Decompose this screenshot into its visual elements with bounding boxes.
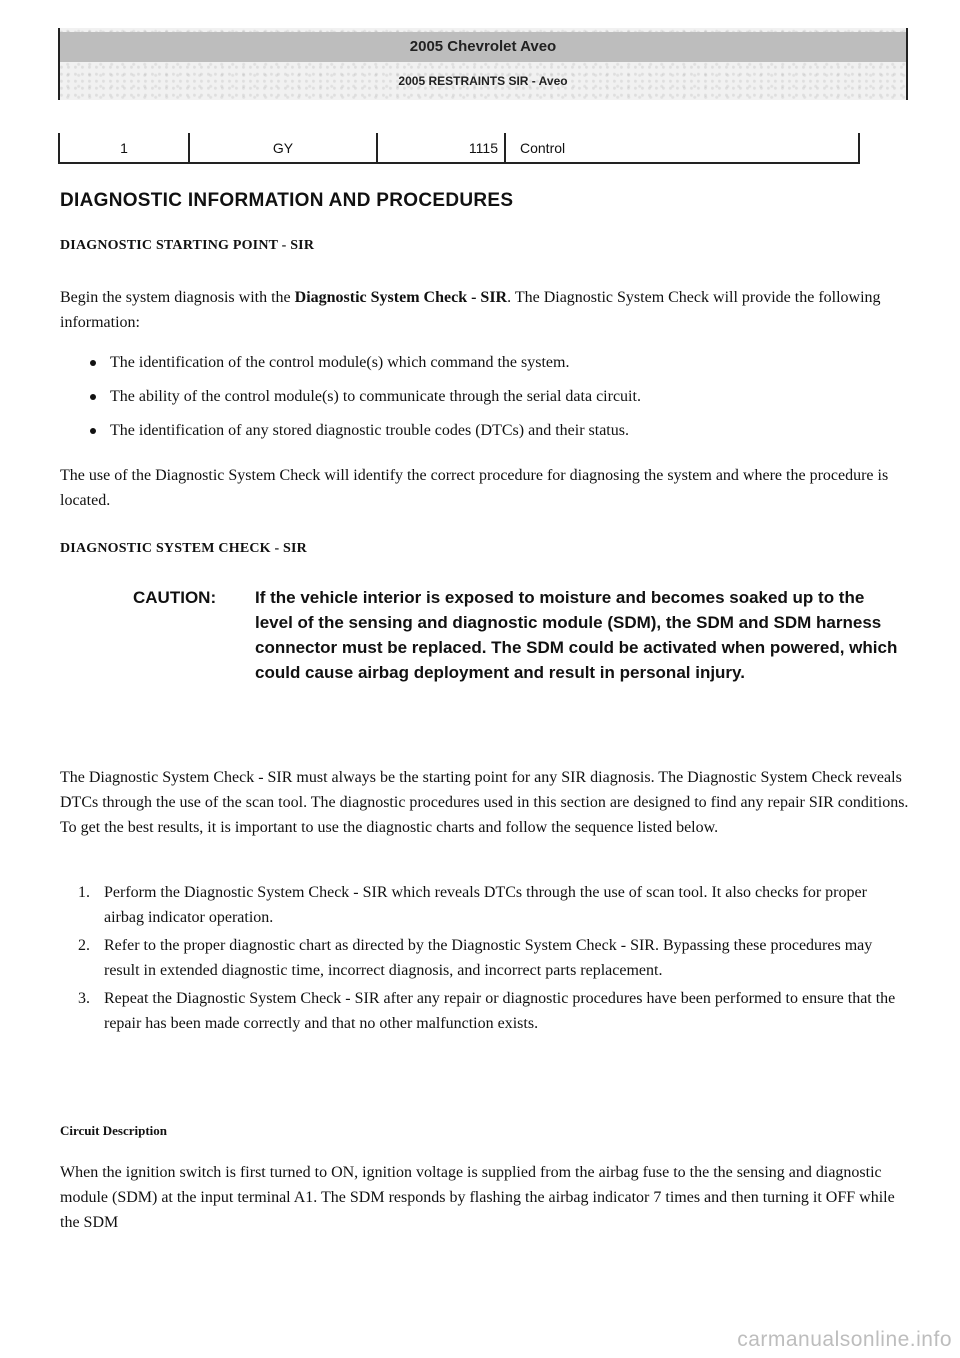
- table-cell-color: GY: [189, 133, 377, 163]
- step-text: Perform the Diagnostic System Check - SIR which reveals DTCs through the use of scan tool. It also checks for proper airbag indicator operation.: [104, 884, 867, 926]
- table-cell-circuit: 1115: [377, 133, 505, 163]
- watermark-text: carmanualsonline.info: [737, 1328, 952, 1351]
- caution-text: If the vehicle interior is exposed to moisture and becomes soaked up to the level of the sensing and diagnostic module (SDM), the SDM and SDM harness connector must be replaced. The SDM could be activated when powered, which could cause airbag deployment and result in personal injury.: [255, 588, 898, 682]
- system-check-body: The Diagnostic System Check - SIR must always be the starting point for any SIR diagnosis. The Diagnostic System Check reveals DTCs through the use of the scan tool. The diagnostic procedures used in this section are designed to find any repair SIR conditions. To get the best results, it is important to use the diagnostic charts and follow the sequence listed below.: [60, 769, 909, 836]
- list-item: [60, 986, 910, 1036]
- intro-text-before: Begin the system diagnosis with the: [60, 289, 295, 306]
- procedure-steps: [60, 880, 910, 1039]
- list-item: [60, 933, 910, 983]
- circuit-description-body: When the ignition switch is first turned to ON, ignition voltage is supplied from the airbag fuse to the the sensing and diagnostic module (SDM) at the input terminal A1. The SDM responds by flashing the airbag indicator 7 times and then turning it OFF while the SDM: [60, 1164, 895, 1231]
- information-bullet-list: [60, 350, 910, 452]
- header-subtitle: 2005 RESTRAINTS SIR - Aveo: [398, 74, 568, 88]
- step-text: Refer to the proper diagnostic chart as directed by the Diagnostic System Check - SIR. Bypassing these procedures may result in extended diagnostic time, incorrect diagnosis, and incorrect parts replacement.: [104, 937, 873, 979]
- section-heading-circuit-description: Circuit Description: [60, 1123, 167, 1138]
- starting-point-intro: [60, 285, 910, 335]
- step-number: 1.: [78, 884, 90, 901]
- main-heading: DIAGNOSTIC INFORMATION AND PROCEDURES: [60, 190, 514, 211]
- connector-table: [58, 133, 860, 164]
- header-title: 2005 Chevrolet Aveo: [60, 32, 906, 62]
- caution-label: CAUTION:: [133, 588, 217, 607]
- list-item: The ability of the control module(s) to communicate through the serial data circuit.: [60, 384, 910, 418]
- list-item: The identification of any stored diagnostic trouble codes (DTCs) and their status.: [60, 418, 910, 452]
- diagnostic-system-check-link-text: Diagnostic System Check - SIR: [294, 289, 508, 306]
- table-row: [59, 133, 859, 163]
- section-heading-system-check: DIAGNOSTIC SYSTEM CHECK - SIR: [60, 541, 307, 556]
- table-cell-pin: 1: [59, 133, 189, 163]
- caution-block: [133, 585, 903, 685]
- step-text: Repeat the Diagnostic System Check - SIR after any repair or diagnostic procedures have been performed to ensure that the repair has been made correctly and that no other malfunction exists.: [104, 990, 896, 1032]
- page-header: [58, 28, 908, 100]
- starting-point-closing: The use of the Diagnostic System Check will identify the correct procedure for diagnosing the system and where the procedure is located.: [60, 467, 889, 509]
- list-item: The identification of the control module(s) which command the system.: [60, 350, 910, 384]
- table-cell-function: Control: [505, 133, 859, 163]
- intro-text-after: . The Diagnostic System Check will provide the following information:: [60, 289, 881, 331]
- step-number: 2.: [78, 937, 90, 954]
- list-item: [60, 880, 910, 930]
- step-number: 3.: [78, 990, 90, 1007]
- section-heading-starting-point: DIAGNOSTIC STARTING POINT - SIR: [60, 238, 315, 253]
